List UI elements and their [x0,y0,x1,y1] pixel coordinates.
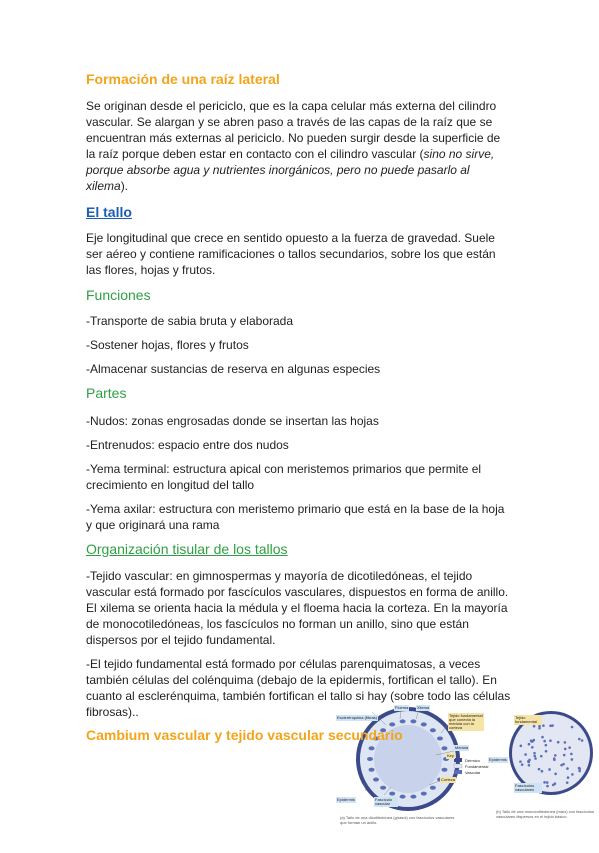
text-line: -El tejido fundamental está formado por células parenquimatosas, a veces [86,657,481,671]
vascular-bundle [566,767,569,770]
vascular-bundle [531,746,534,749]
vascular-bundle [564,741,567,744]
vascular-bundle [571,758,574,761]
lateral-root-paragraph [86,98,526,194]
vascular-bundle [369,746,375,750]
vascular-bundle [530,740,533,743]
tissue-paragraph-1 [86,568,526,648]
text-line: -Yema axilar: estructura con meristemo primario que está en la base de la hoja [86,502,505,516]
part-item: -Nudos: zonas engrosadas donde se insertan las hojas [86,414,379,428]
vascular-bundle [528,759,531,762]
text-line: dispersos por el tejido fundamental. [86,633,276,647]
vascular-bundle [520,745,523,748]
text-segment: ). [120,179,129,193]
vascular-bundle [563,754,566,757]
figure-label: Epidermis [337,797,355,802]
vascular-bundle [437,736,443,740]
vascular-bundle [571,726,574,729]
text-line: crecimiento en longitud del tallo [86,478,255,492]
vascular-bundle [546,781,549,784]
vascular-bundle [410,795,416,799]
figure-label: Tejido fundamental [514,715,542,725]
vascular-bundle [389,722,395,726]
text-line: Eje longitudinal que crece en sentido opuesto a la fuerza de gravedad. Suele [86,231,495,245]
vascular-bundle [373,778,379,782]
text-line: fibrosas).. [86,705,139,719]
vascular-bundle [538,725,541,728]
function-item: -Sostener hojas, flores y frutos [86,338,249,352]
text-line: las flores, hojas y frutos. [86,263,216,277]
text-line: -Yema terminal: estructura apical con meristemos primarios que permite el [86,462,482,476]
vascular-bundle [421,792,427,796]
function-item: -Transporte de sabia bruta y elaborada [86,314,294,328]
vascular-bundle [533,725,536,728]
vascular-bundle [554,782,557,785]
vascular-bundle [548,768,551,771]
text-line: de monocotiledóneas, los fascículos no forman un anillo, sino que están [86,617,469,631]
vascular-bundle [400,719,406,723]
vascular-bundle [581,739,584,742]
vascular-bundle [554,773,557,776]
vascular-bundle [554,754,557,757]
text-line: también células del colénquima (debajo de la epidermis, fortifican el tallo). En [86,673,497,687]
vascular-bundle [543,740,546,743]
vascular-bundle [410,719,416,723]
vascular-bundle [400,795,406,799]
vascular-bundle [549,739,552,742]
section-title-tissue: Organización tisular de los tallos [86,541,288,557]
vascular-bundle [367,757,373,761]
vascular-bundle [542,724,545,727]
figure-label: Tejido fundamental que conecta la médula con la corteza [449,713,483,730]
vascular-bundle [553,757,556,760]
vascular-bundle [568,746,571,749]
figure-caption-a: (a) Tallo de una dicotiledónea (girasol) con fascículos vasculares que forman un anillo. [340,815,455,825]
vascular-bundle [528,743,531,746]
function-item: -Almacenar sustancias de reserva en algunas especies [86,362,381,376]
vascular-bundle [540,755,543,758]
key-label: Fundamental [465,764,489,769]
text-line: Se originan desde el periciclo, que es la capa celular más externa del cilindro [86,99,497,113]
part-item-yema-terminal [86,461,526,493]
vascular-bundle [578,767,581,770]
figure-label: Fascículo vascular [374,797,398,807]
key-label: Dérmico [465,758,480,763]
vascular-bundle [571,773,574,776]
vascular-bundle [524,753,527,756]
vascular-bundle [534,757,537,760]
vascular-bundle [578,738,581,741]
figure-label: Fascículos vasculares [514,783,542,793]
vascular-bundle [541,736,544,739]
key-swatch-fundamental [454,764,462,768]
key-swatch-dermal [454,758,462,762]
italic-segment: sino no sirve, [423,147,495,161]
vascular-bundle [533,752,536,755]
vascular-bundle [528,764,531,767]
vascular-bundle [560,764,563,767]
vascular-bundle [566,781,569,784]
vascular-bundle [538,768,541,771]
key-title: Key [447,753,454,758]
section-title-parts: Partes [86,385,127,401]
vascular-bundle [578,770,581,773]
figure-label: Esclerénquima (fibras) [337,715,378,720]
figure-label: Epidermis [489,757,507,762]
vascular-bundle [441,768,447,772]
text-line: ser aéreo y contiene ramificaciones o tallos secundarios, sobre los que están [86,247,496,261]
vascular-bundle [545,750,548,753]
section-title-functions: Funciones [86,287,151,303]
vascular-bundle [545,744,548,747]
vascular-bundle [549,724,552,727]
text-line: -Tejido vascular: en gimnospermas y mayoría de dicotiledóneas, el tejido [86,569,473,583]
vascular-bundle [430,786,436,790]
vascular-bundle [421,722,427,726]
figure-label: Médula [455,745,469,750]
part-item: -Entrenudos: espacio entre dos nudos [86,438,289,452]
text-line [86,146,526,162]
vascular-bundle [533,755,536,758]
vascular-bundle [564,748,567,751]
vascular-bundle [380,786,386,790]
stem-paragraph [86,230,526,278]
section-title-cambium: Cambium vascular y tejido vascular secundario [86,727,403,743]
text-line [86,178,526,194]
vascular-bundle [546,785,549,788]
vascular-bundle [533,739,536,742]
key-swatch-vascular [454,770,462,774]
vascular-bundle [369,768,375,772]
part-item-yema-axilar [86,501,526,533]
figure-label: Xilema [417,705,430,710]
figure-label: Corteza [441,777,456,782]
text-line: vascular. Se alargan y se abren paso a través de las capas de la raíz que se [86,115,493,129]
vascular-bundle [519,760,522,763]
key-label: Vascular [465,770,481,775]
vascular-bundle [541,770,544,773]
vascular-bundle [521,763,524,766]
vascular-bundle [543,781,546,784]
vascular-bundle [557,741,560,744]
section-title-lateral-root: Formación de una raíz lateral [86,71,280,87]
figure-caption-b: (b) Tallo de una monocotiledónea (maíz) con fascículos vasculares dispersos en el tejido básico. [496,809,594,819]
vascular-bundle [567,776,570,779]
vascular-bundle [441,746,447,750]
figure-label: Floema [395,705,409,710]
text-line: y que originará una rama [86,518,220,532]
text-line: encuentran más externas al periciclo. No pueden surgir desde la superficie de [86,131,501,145]
text-line: cuanto al esclerénquima, también fortifican el tallo si hay (sobre todo las células [86,689,511,703]
stem-cross-section-figure [336,703,599,848]
text-line: vascular está formado por fascículos vasculares, dispuestos en forma de anillo. [86,585,509,599]
vascular-bundle [430,728,436,732]
vascular-bundle [389,792,395,796]
section-title-stem: El tallo [86,204,132,220]
italic-line: porque absorbe agua y nutrientes inorgánicos, pero no puede pasarlo al [86,163,470,177]
vascular-bundle [570,753,573,756]
italic-segment: xilema [86,179,121,193]
text-segment: la raíz porque deben estar en contacto con el cilindro vascular ( [86,147,424,161]
text-line: El xilema se orienta hacia la médula y el floema hacia la corteza. En la mayoría [86,601,508,615]
